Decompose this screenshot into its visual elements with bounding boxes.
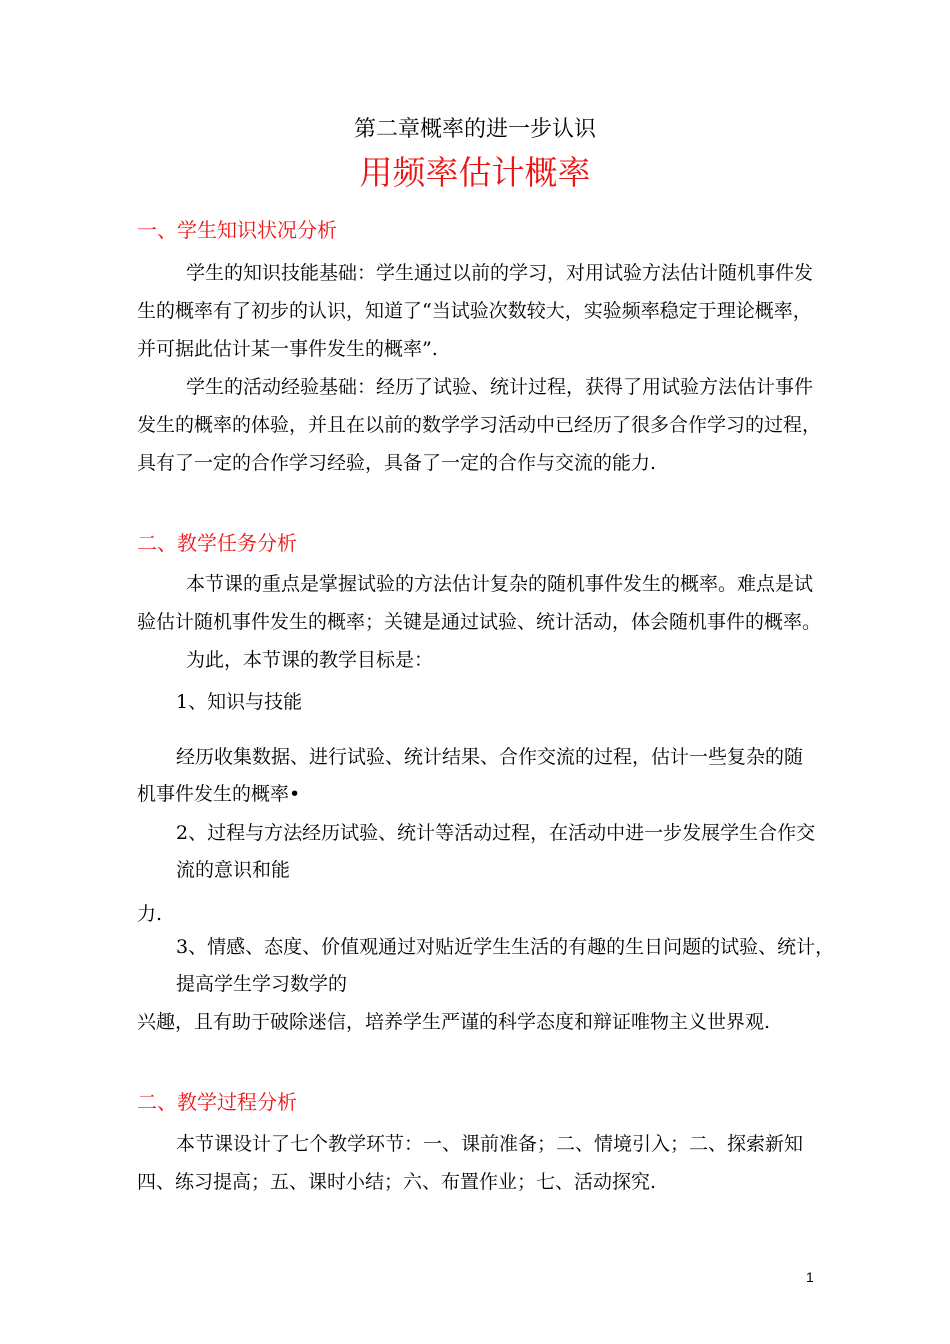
- paragraph-line: 发生的概率的体验，并且在以前的数学学习活动中已经历了很多合作学习的过程，: [137, 414, 822, 436]
- chapter-title: 第二章概率的进一步认识: [353, 117, 596, 142]
- paragraph-line: 3、情感、态度、价值观通过对贴近学生生活的有趣的生日问题的试验、统计，: [176, 936, 835, 958]
- list-item-heading: 1、知识与技能: [176, 691, 303, 713]
- page-title: 用频率估计概率: [359, 153, 591, 192]
- section-heading-3: 二、教学过程分析: [137, 1090, 297, 1114]
- page-number: 1: [806, 1269, 814, 1285]
- paragraph-line: 并可据此估计某一事件发生的概率”.: [137, 338, 438, 360]
- paragraph-line: 学生的活动经验基础：经历了试验、统计过程，获得了用试验方法估计事件: [186, 376, 814, 398]
- paragraph-line: 生的概率有了初步的认识，知道了“当试验次数较大，实验频率稳定于理论概率，: [137, 300, 812, 322]
- paragraph-line: 经历收集数据、进行试验、统计结果、合作交流的过程，估计一些复杂的随: [176, 746, 804, 768]
- paragraph-line: 提高学生学习数学的: [176, 973, 348, 995]
- paragraph-line: 验估计随机事件发生的概率；关键是通过试验、统计活动，体会随机事件的概率。: [137, 611, 822, 633]
- paragraph-line: 四、练习提高；五、课时小结；六、布置作业；七、活动探究.: [137, 1171, 657, 1193]
- paragraph-line: 兴趣，且有助于破除迷信，培养学生严谨的科学态度和辩证唯物主义世界观.: [137, 1011, 771, 1033]
- paragraph-line: 本节课设计了七个教学环节：一、课前准备；二、情境引入；二、探索新知: [176, 1133, 804, 1155]
- paragraph-line: 具有了一定的合作学习经验，具备了一定的合作与交流的能力.: [137, 452, 657, 474]
- section-heading-1: 一、学生知识状况分析: [137, 218, 337, 242]
- paragraph-line: 2、过程与方法经历试验、统计等活动过程，在活动中进一步发展学生合作交: [176, 822, 816, 844]
- paragraph-line: 为此，本节课的教学目标是：: [186, 649, 434, 671]
- paragraph-line: 力.: [137, 903, 163, 925]
- paragraph-line: 流的意识和能: [176, 859, 291, 881]
- paragraph-line: 本节课的重点是掌握试验的方法估计复杂的随机事件发生的概率。难点是试: [186, 573, 814, 595]
- paragraph-line: 机事件发生的概率•: [137, 783, 301, 805]
- section-heading-2: 二、教学任务分析: [137, 531, 297, 555]
- paragraph-line: 学生的知识技能基础：学生通过以前的学习，对用试验方法估计随机事件发: [186, 262, 814, 284]
